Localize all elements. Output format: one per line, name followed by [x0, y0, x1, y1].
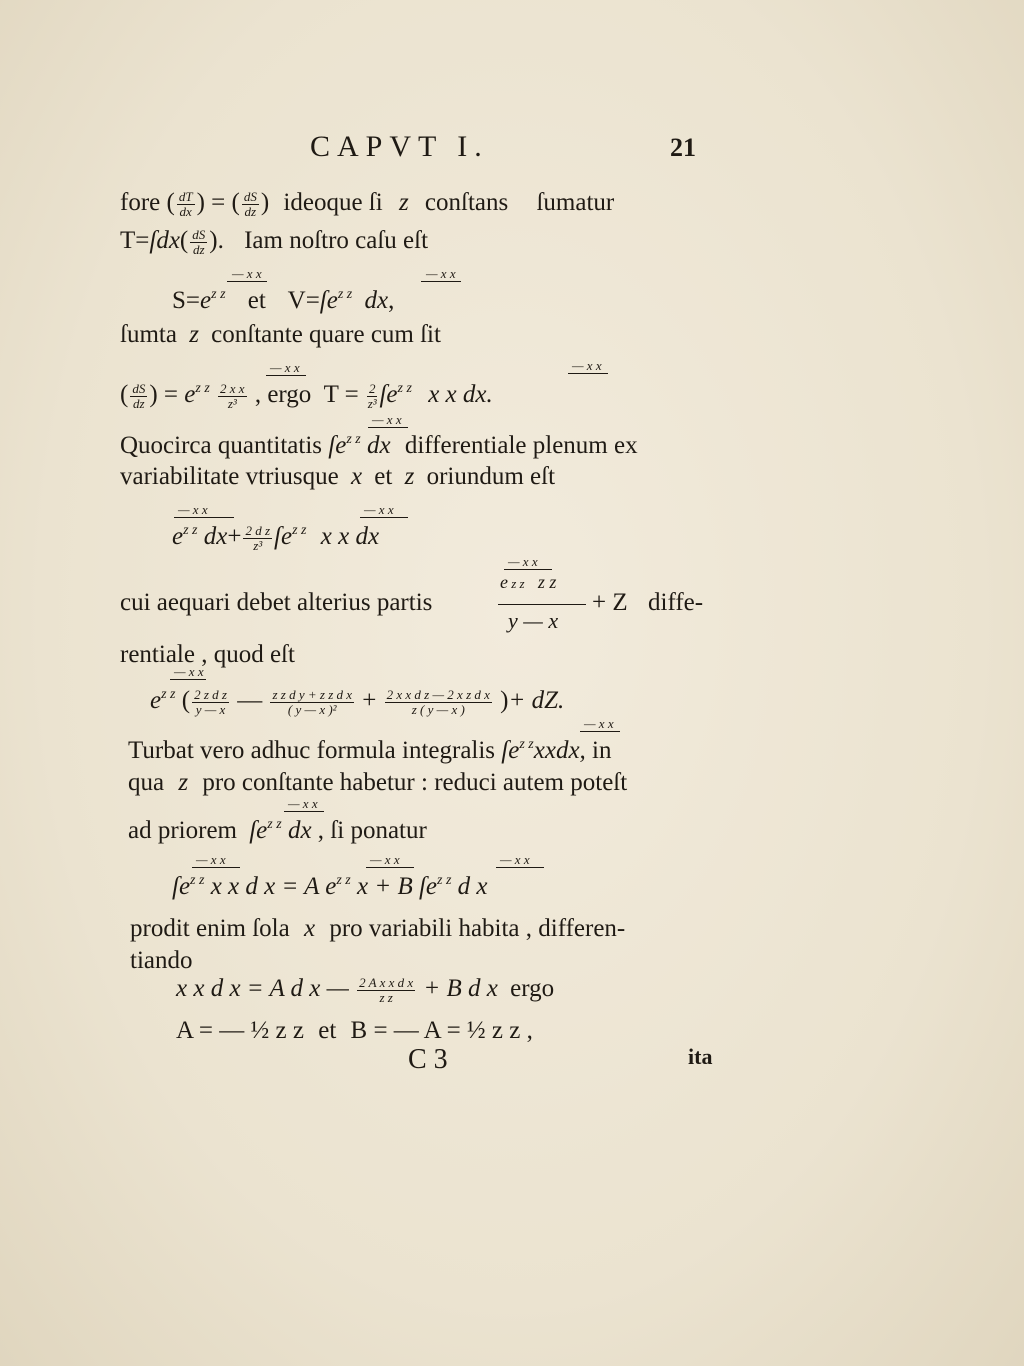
exponent-label: — x x	[370, 852, 400, 867]
fraction-dS-dz: $\frac{dS}{dz}$	[192, 227, 206, 257]
formula-line-substitution: $ſe^{z z}$ x x d x = A $e^{z z}$ x + B $ſe^{z z}$ d x	[172, 873, 488, 900]
text-line-6: Quocirca quantitatis $ſe^{z z}$ dx differentiale plenum ex	[120, 432, 638, 459]
exponent-bar	[266, 375, 306, 376]
text-line-4: ſumta z conſtante quare cum ſit	[120, 321, 441, 348]
exponent-label: — x x	[196, 852, 226, 867]
fraction-2Axxdx-zz: $\frac{\text{2 A x x d x}}{\text{z z}}$	[359, 975, 414, 1005]
text-line-1: fore ( $\frac{dT}{dx}$ ) = ( $\frac{dS}{dz}$ ) ideoque ſi z conſtans ſumatur	[120, 189, 615, 219]
exponent-bar	[580, 731, 620, 732]
fraction-bar	[498, 604, 586, 605]
fraction-denominator: y — x	[508, 608, 559, 633]
exponent-bar	[192, 867, 240, 868]
text-line-2: T=ſdx( $\frac{dS}{dz}$ ). Iam noſtro caſu eſt	[120, 227, 429, 257]
exponent-bar	[421, 281, 461, 282]
text-fragment: diffe-	[648, 589, 704, 616]
fraction-2zdz: $\frac{\text{2 z d z}}{y — x}$	[194, 687, 227, 717]
exponent-label: — x x	[500, 852, 530, 867]
exponent-label: — x x	[178, 502, 208, 517]
formula-line-result: A = — ½ z z et B = — A = ½ z z ,	[176, 1017, 533, 1044]
exponent-bar	[174, 517, 234, 518]
fraction-dS-dz: $\frac{dS}{dz}$	[132, 381, 146, 411]
exponent-label: — x x	[270, 360, 300, 375]
plus-Z: + Z	[592, 589, 628, 616]
exponent-bar	[360, 517, 408, 518]
fraction-2-z3: $\frac{2}{\text{z³}}$	[367, 381, 377, 411]
formula-line-differential-long: $e^{z z}$ ( $\frac{\text{2 z d z}}{y — x}$ — $\frac{\text{z z d y + z z d x}}{\text{( y — x )²}}$ + $\frac{\text{2 x x d z — 2 x z d x}}{z ( y — x )}$ )+ dZ.	[150, 687, 565, 717]
signature-mark: C 3	[408, 1044, 448, 1075]
catchword: ita	[688, 1044, 713, 1069]
exponent-bar	[227, 281, 267, 282]
text-line-10: rentiale , quod eſt	[120, 641, 295, 668]
running-head-title: CAPVT I.	[310, 130, 489, 163]
fraction-2xxdz: $\frac{\text{2 x x d z — 2 x z d x}}{z ( y — x )}$	[386, 687, 490, 717]
exponent-label: — x x	[372, 412, 402, 427]
exponent-bar	[568, 373, 608, 374]
exponent-bar	[170, 679, 206, 680]
exponent-label: — x x	[232, 266, 262, 281]
text-line-16: prodit enim ſola x pro variabili habita , differen-	[130, 915, 626, 942]
exponent-label: — x x	[508, 554, 538, 569]
fraction-2xx-z3: $\frac{\text{2 x x}}{\text{z³}}$	[220, 381, 245, 411]
page-number: 21	[670, 133, 696, 162]
exponent-label: — x x	[288, 796, 318, 811]
exponent-bar	[284, 811, 324, 812]
fraction-dS-dz: $\frac{dS}{dz}$	[243, 189, 257, 219]
text-line-17: tiando	[130, 947, 193, 974]
formula-line-differential: $e^{z z}$ dx+ $\frac{\text{2 d z}}{\text{z³}}$ $ſe^{z z}$ x x dx	[172, 523, 380, 553]
exponent-label: — x x	[584, 716, 614, 731]
formula-line-dS-dz: ( $\frac{dS}{dz}$ ) = $e^{z z}$ $\frac{\text{2 x x}}{\text{z³}}$ , ergo T = $\frac{2}{\text{z³}}$ $ſe^{z z}$ x x dx.	[120, 381, 493, 411]
fraction-zzdy: $\frac{\text{z z d y + z z d x}}{\text{( y — x )²}}$	[272, 687, 353, 717]
text-line-9: cui aequari debet alterius partis	[120, 589, 433, 616]
text-line-7: variabilitate vtriusque x et z oriundum eſt	[120, 463, 556, 490]
exponent-label: — x x	[364, 502, 394, 517]
text-line-14: ad priorem $ſe^{z z}$ dx , ſi ponatur	[128, 817, 427, 844]
exponent-label: — x x	[572, 358, 602, 373]
exponent-label: — x x	[426, 266, 456, 281]
formula-line-S-V: $S=e^{z z}$ et $V=ſe^{z z}$ dx,	[172, 287, 395, 314]
text-line-12: Turbat vero adhuc formula integralis $ſe^{z z}xxdx$, in	[128, 737, 612, 764]
fraction-numerator: e z z z z	[500, 572, 557, 592]
exponent-bar	[368, 427, 408, 428]
exponent-bar	[366, 867, 414, 868]
fraction-dT-dx: $\frac{dT}{dx}$	[178, 189, 193, 219]
exponent-bar	[496, 867, 544, 868]
formula-line-derivative: x x d x = A d x — $\frac{\text{2 A x x d x}}{\text{z z}}$ + B d x ergo	[176, 975, 555, 1005]
exponent-bar	[504, 569, 552, 570]
fraction-2dz-z3: $\frac{\text{2 d z}}{\text{z³}}$	[245, 523, 271, 553]
text-line-13: qua z pro conſtante habetur : reduci autem poteſt	[128, 769, 628, 796]
exponent-label: — x x	[174, 664, 204, 679]
